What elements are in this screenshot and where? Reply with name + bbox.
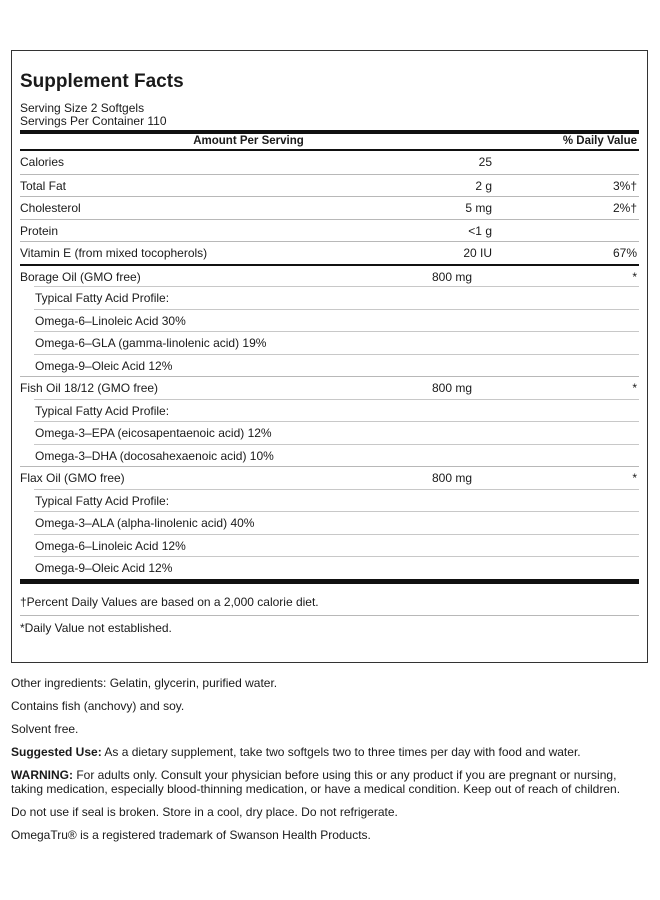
nutrient-name: Vitamin E (from mixed tocopherols): [20, 246, 208, 260]
ingredient-dv: *: [632, 471, 637, 485]
profile-label-row: [34, 399, 639, 422]
nutrient-dv: 3%†: [612, 178, 637, 193]
profile-item-row: [34, 511, 639, 534]
supplement-facts-panel: [11, 50, 648, 663]
ingredient-name: Fish Oil 18/12 (GMO free): [20, 381, 159, 395]
ingredient-row-borage-oil: [20, 264, 639, 287]
profile-item: Omega-3–ALA (alpha-linolenic acid) 40%: [35, 516, 255, 530]
other-ingredients: Other ingredients: Gelatin, glycerin, purified water.: [11, 676, 278, 690]
profile-item: Omega-9–Oleic Acid 12%: [35, 358, 173, 373]
ingredient-amount: 800 mg: [432, 269, 473, 284]
trademark-notice: OmegaTru® is a registered trademark of Swanson Health Products.: [11, 828, 371, 842]
ingredient-name: Flax Oil (GMO free): [20, 471, 125, 485]
header-daily-value: % Daily Value: [562, 135, 637, 147]
nutrient-name: Protein: [20, 223, 59, 238]
warning: [11, 768, 651, 796]
profile-item: Omega-6–Linoleic Acid 30%: [35, 313, 186, 328]
suggested-use-label: Suggested Use:: [11, 745, 102, 759]
allergen-statement: Contains fish (anchovy) and soy.: [11, 699, 185, 713]
nutrient-amount: <1 g: [468, 223, 492, 238]
solvent-statement: Solvent free.: [11, 722, 79, 736]
profile-item: Omega-3–DHA (docosahexaenoic acid) 10%: [35, 448, 274, 463]
warning-text: For adults only. Consult your physician before using this or any product if you are pregnant or nursing, taking medication, especially blood-thinning medication, or have a medical condition. Keep out of reach of children.: [11, 768, 621, 796]
ingredient-dv: *: [632, 381, 637, 395]
profile-item-row: [34, 556, 639, 579]
ingredient-name: Borage Oil (GMO free): [20, 269, 141, 284]
profile-item: Omega-9–Oleic Acid 12%: [35, 561, 173, 575]
profile-item-row: [34, 354, 639, 377]
ingredient-amount: 800 mg: [432, 381, 473, 395]
nutrient-amount: 20 IU: [463, 246, 492, 260]
nutrient-name: Calories: [20, 155, 65, 169]
ingredient-row-fish-oil: [20, 376, 639, 399]
servings-per-container: Servings Per Container 110: [20, 114, 167, 128]
panel-title: Supplement Facts: [20, 71, 184, 92]
profile-label: Typical Fatty Acid Profile:: [35, 403, 170, 418]
profile-label-row: [34, 489, 639, 512]
ingredient-dv: *: [632, 269, 637, 284]
divider-bottom: [20, 579, 639, 584]
serving-size: Serving Size 2 Softgels: [20, 101, 145, 115]
nutrient-row-total-fat: [20, 174, 639, 197]
warning-label: WARNING:: [11, 768, 73, 782]
ingredient-row-flax-oil: [20, 466, 639, 489]
profile-label: Typical Fatty Acid Profile:: [35, 493, 170, 508]
profile-item-row: [34, 444, 639, 467]
nutrient-amount: 5 mg: [465, 201, 492, 215]
profile-label-row: [34, 286, 639, 309]
profile-item-row: [34, 309, 639, 332]
suggested-use: [11, 745, 651, 759]
nutrient-amount: 2 g: [475, 178, 492, 193]
profile-item: Omega-3–EPA (eicosapentaenoic acid) 12%: [35, 426, 272, 440]
nutrient-row-protein: [20, 219, 639, 242]
nutrient-name: Cholesterol: [20, 201, 81, 215]
storage-instructions: Do not use if seal is broken. Store in a cool, dry place. Do not refrigerate.: [11, 805, 398, 819]
label-notes: [11, 676, 651, 851]
nutrient-dv: 67%: [612, 246, 637, 260]
profile-item: Omega-6–GLA (gamma-linolenic acid) 19%: [35, 336, 267, 350]
profile-item: Omega-6–Linoleic Acid 12%: [35, 538, 186, 553]
footnote-not-established: *Daily Value not established.: [20, 615, 639, 641]
profile-item-row: [34, 421, 639, 444]
profile-label: Typical Fatty Acid Profile:: [35, 291, 170, 305]
nutrient-amount: 25: [478, 155, 492, 169]
nutrient-dv: 2%†: [612, 201, 637, 215]
column-header: [20, 134, 639, 149]
suggested-use-text: As a dietary supplement, take two softgels two to three times per day with food and water.: [101, 745, 581, 759]
footnote-percent-dv: †Percent Daily Values are based on a 2,000 calorie diet.: [20, 594, 319, 609]
profile-item-row: [34, 331, 639, 354]
nutrient-row-vitamin-e: [20, 241, 639, 264]
nutrient-row-cholesterol: [20, 196, 639, 219]
serving-info: [20, 102, 639, 128]
header-amount: Amount Per Serving: [193, 135, 304, 147]
nutrient-name: Total Fat: [20, 178, 67, 193]
profile-item-row: [34, 534, 639, 557]
nutrient-row-calories: [20, 151, 639, 174]
ingredient-amount: 800 mg: [432, 471, 473, 485]
